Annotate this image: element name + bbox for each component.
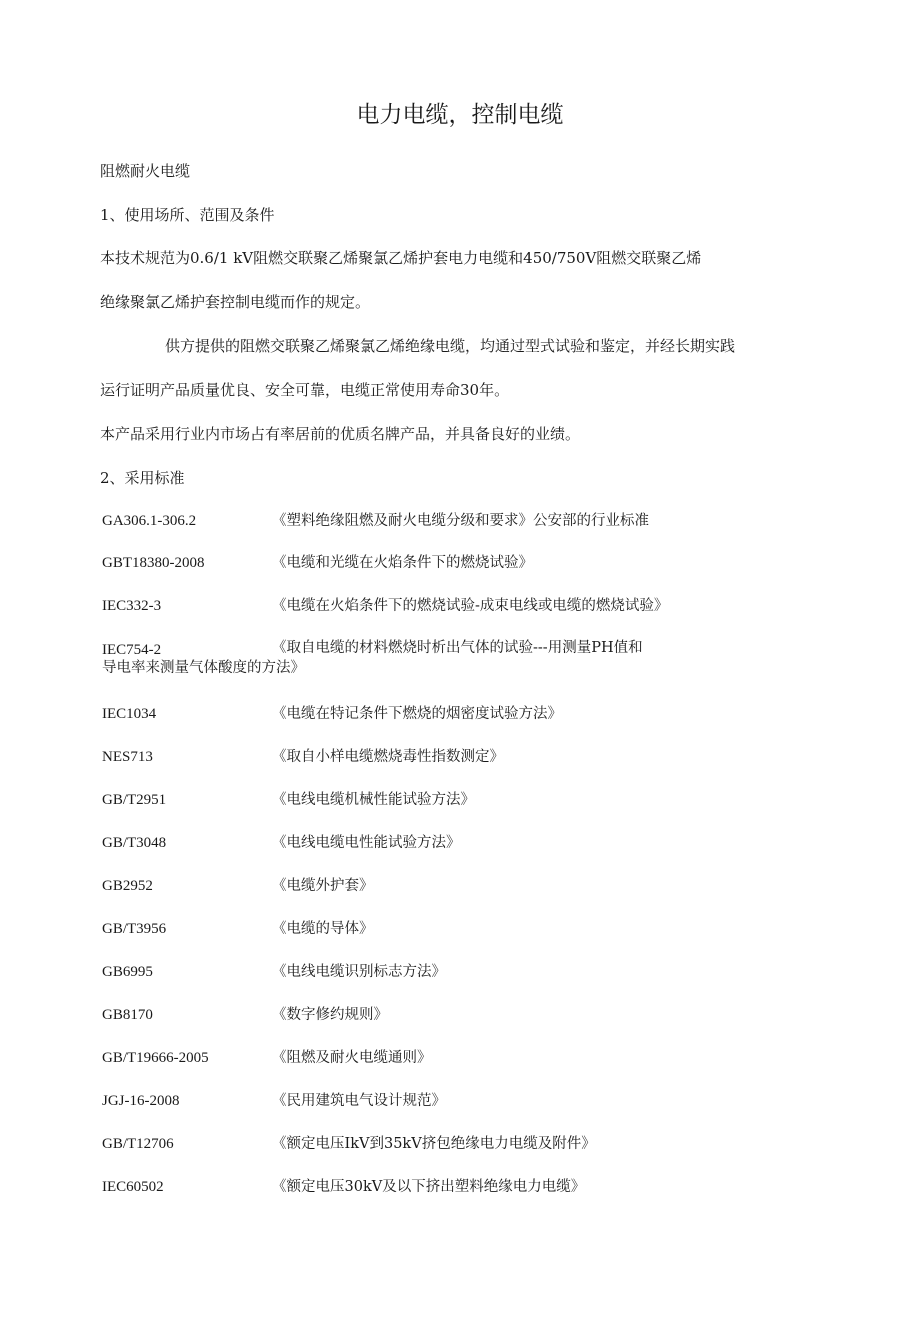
paragraph-1-line-2: 绝缘聚氯乙烯护套控制电缆而作的规定。 — [100, 293, 371, 311]
standard-code: GB/T12706 — [102, 1136, 174, 1152]
standard-name: 《额定电压30kV及以下挤出塑料绝缘电力电缆》 — [272, 1179, 586, 1195]
paragraph-1-line-1: 本技术规范为0.6/1 kV阻燃交联聚乙烯聚氯乙烯护套电力电缆和450/750V阻燃交联聚乙烯 — [100, 249, 702, 267]
standard-name-continuation: 导电率来测量气体酸度的方法》 — [102, 660, 305, 676]
standard-code: IEC1034 — [102, 706, 157, 722]
standard-name: 《民用建筑电气设计规范》 — [272, 1093, 446, 1109]
document-subtitle: 阻燃耐火电缆 — [100, 162, 191, 180]
standard-code: IEC332-3 — [102, 598, 162, 614]
standard-code: GB/T19666-2005 — [102, 1050, 209, 1066]
standard-name: 《电缆和光缆在火焰条件下的燃烧试验》 — [272, 555, 533, 571]
standard-name: 《取自小样电缆燃烧毒性指数测定》 — [272, 749, 504, 765]
standard-code: IEC60502 — [102, 1179, 164, 1195]
section-heading-1: 1、使用场所、范围及条件 — [100, 206, 275, 224]
standard-code: GBT18380-2008 — [102, 555, 205, 571]
standard-name: 《阻燃及耐火电缆通则》 — [272, 1050, 432, 1066]
standard-name: 《电线电缆机械性能试验方法》 — [272, 792, 475, 808]
standard-code: GB6995 — [102, 964, 153, 980]
standard-name: 《电缆在火焰条件下的燃烧试验-成束电线或电缆的燃烧试验》 — [272, 598, 669, 614]
document-title: 电力电缆，控制电缆 — [356, 102, 564, 128]
standard-name: 《电缆的导体》 — [272, 921, 374, 937]
standard-code: GB/T3956 — [102, 921, 167, 937]
standard-name: 《电缆外护套》 — [272, 878, 374, 894]
section-heading-2: 2、采用标准 — [100, 469, 185, 487]
standard-code: GB/T3048 — [102, 835, 167, 851]
standard-name: 《电线电缆电性能试验方法》 — [272, 835, 461, 851]
paragraph-3: 本产品采用行业内市场占有率居前的优质名牌产品，并具备良好的业绩。 — [100, 425, 581, 443]
standard-code: JGJ-16-2008 — [102, 1093, 180, 1109]
standard-name: 《电缆在特记条件下燃烧的烟密度试验方法》 — [272, 706, 562, 722]
standard-code: IEC754-2 — [102, 642, 162, 658]
standard-name: 《额定电压IkV到35kV挤包绝缘电力电缆及附件》 — [272, 1136, 596, 1152]
standard-code: NES713 — [102, 749, 153, 765]
standard-name: 《取自电缆的材料燃烧时析出气体的试验---用测量PH值和 — [272, 640, 643, 656]
standard-code: GB/T2951 — [102, 792, 167, 808]
standard-name: 《数字修约规则》 — [272, 1007, 388, 1023]
paragraph-2-line-1: 供方提供的阻燃交联聚乙烯聚氯乙烯绝缘电缆，均通过型式试验和鉴定，并经长期实践 — [165, 337, 736, 355]
standard-code: GB8170 — [102, 1007, 153, 1023]
standard-code: GB2952 — [102, 878, 153, 894]
standard-name: 《电线电缆识别标志方法》 — [272, 964, 446, 980]
paragraph-2-line-2: 运行证明产品质量优良、安全可靠，电缆正常使用寿命30年。 — [100, 381, 510, 399]
standard-code: GA306.1-306.2 — [102, 513, 197, 529]
standard-name: 《塑料绝缘阻燃及耐火电缆分级和要求》公安部的行业标准 — [272, 513, 649, 529]
